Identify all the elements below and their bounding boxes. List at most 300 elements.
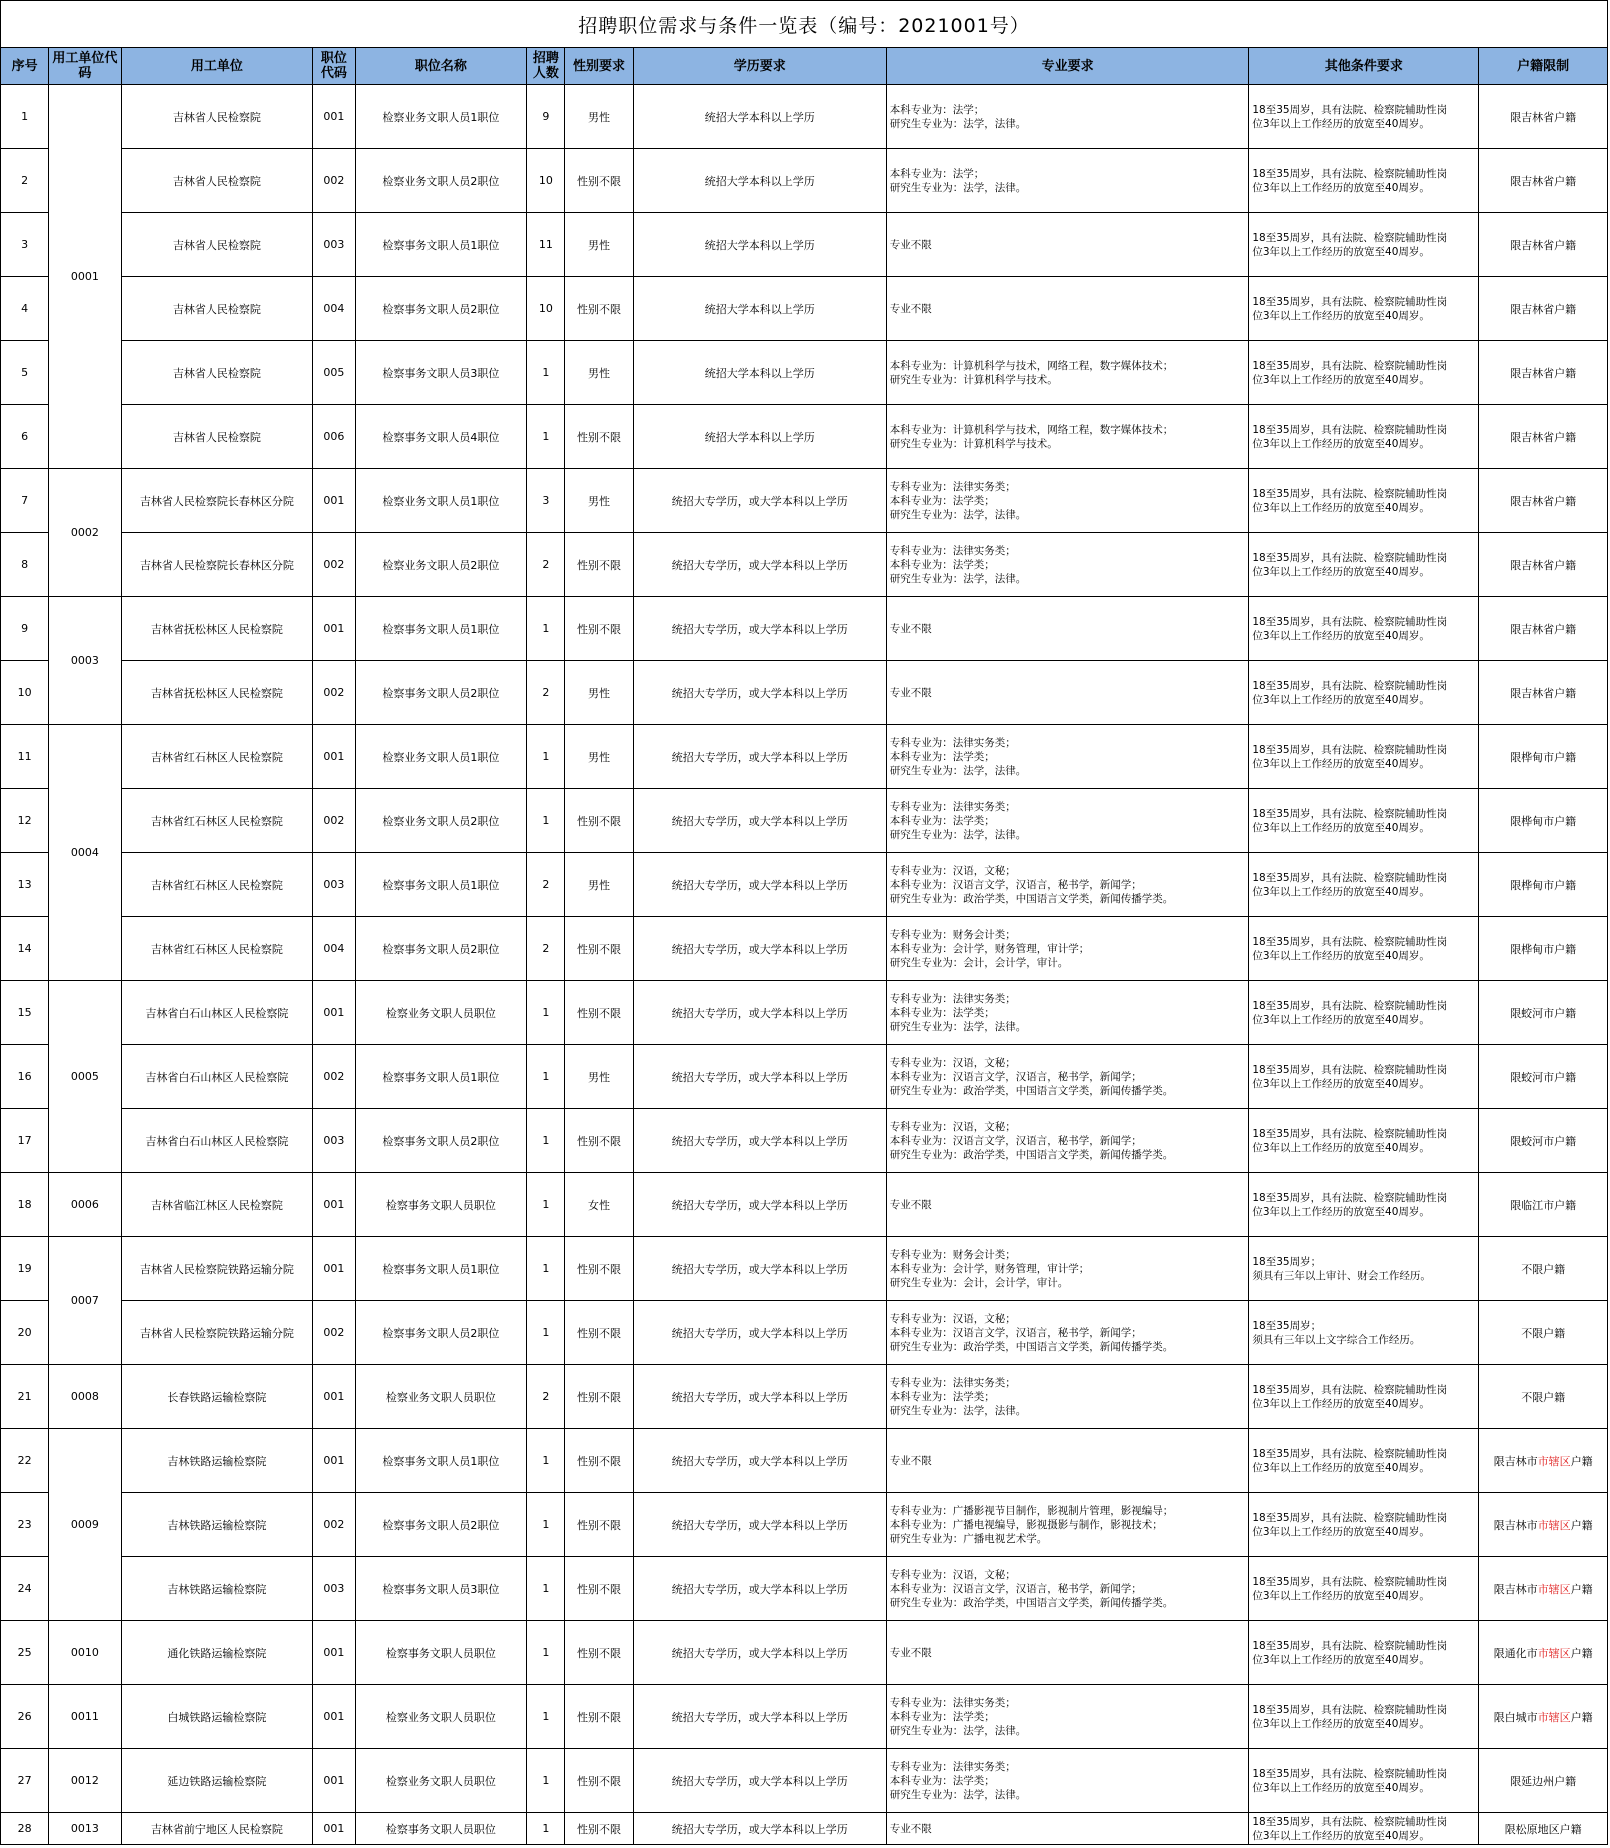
major-cell[interactable] — [886, 469, 1249, 533]
unit-name-cell[interactable]: 吉林铁路运输检察院 — [121, 1429, 313, 1493]
major-cell[interactable] — [886, 1237, 1249, 1301]
other-cell[interactable] — [1249, 1813, 1479, 1845]
gender-cell[interactable]: 性别不限 — [565, 405, 633, 469]
major-cell[interactable] — [886, 1621, 1249, 1685]
headcount-cell[interactable]: 2 — [527, 1365, 565, 1429]
position-name-cell[interactable]: 检察事务文职人员3职位 — [355, 1557, 527, 1621]
header-education[interactable]: 学历要求 — [633, 48, 886, 85]
position-name-cell[interactable]: 检察事务文职人员1职位 — [355, 597, 527, 661]
position-name-cell[interactable]: 检察业务文职人员职位 — [355, 1685, 527, 1749]
education-cell[interactable]: 统招大专学历，或大学本科以上学历 — [633, 1109, 886, 1173]
row-number[interactable]: 23 — [1, 1493, 49, 1557]
headcount-cell[interactable]: 1 — [527, 1045, 565, 1109]
unit-name-cell[interactable]: 吉林铁路运输检察院 — [121, 1493, 313, 1557]
hukou-cell[interactable] — [1479, 213, 1608, 277]
hukou-cell[interactable] — [1479, 1493, 1608, 1557]
major-cell[interactable] — [886, 85, 1249, 149]
hukou-cell[interactable] — [1479, 661, 1608, 725]
row-number[interactable]: 1 — [1, 85, 49, 149]
education-cell[interactable]: 统招大专学历，或大学本科以上学历 — [633, 1045, 886, 1109]
headcount-cell[interactable]: 9 — [527, 85, 565, 149]
header-hukou[interactable]: 户籍限制 — [1479, 48, 1608, 85]
major-cell[interactable] — [886, 597, 1249, 661]
hukou-cell[interactable] — [1479, 1685, 1608, 1749]
headcount-cell[interactable]: 11 — [527, 213, 565, 277]
unit-name-cell[interactable]: 吉林省人民检察院 — [121, 341, 313, 405]
education-cell[interactable]: 统招大专学历，或大学本科以上学历 — [633, 1557, 886, 1621]
header-position-code[interactable]: 职位代码 — [313, 48, 355, 85]
row-number[interactable]: 2 — [1, 149, 49, 213]
position-name-cell[interactable]: 检察业务文职人员1职位 — [355, 725, 527, 789]
headcount-cell[interactable]: 1 — [527, 1237, 565, 1301]
gender-cell[interactable]: 性别不限 — [565, 789, 633, 853]
hukou-cell[interactable] — [1479, 1173, 1608, 1237]
gender-cell[interactable]: 性别不限 — [565, 149, 633, 213]
hukou-cell[interactable] — [1479, 853, 1608, 917]
unit-name-cell[interactable]: 吉林省红石林区人民检察院 — [121, 725, 313, 789]
major-cell[interactable] — [886, 1493, 1249, 1557]
other-cell[interactable] — [1249, 597, 1479, 661]
headcount-cell[interactable]: 1 — [527, 1301, 565, 1365]
unit-name-cell[interactable]: 吉林省临江林区人民检察院 — [121, 1173, 313, 1237]
unit-code-cell[interactable]: 0005 — [49, 981, 121, 1173]
headcount-cell[interactable]: 10 — [527, 149, 565, 213]
position-code-cell[interactable]: 006 — [313, 405, 355, 469]
education-cell[interactable]: 统招大专学历，或大学本科以上学历 — [633, 789, 886, 853]
position-name-cell[interactable]: 检察事务文职人员1职位 — [355, 1045, 527, 1109]
education-cell[interactable]: 统招大专学历，或大学本科以上学历 — [633, 661, 886, 725]
unit-name-cell[interactable]: 长春铁路运输检察院 — [121, 1365, 313, 1429]
position-code-cell[interactable]: 003 — [313, 213, 355, 277]
education-cell[interactable]: 统招大专学历，或大学本科以上学历 — [633, 1237, 886, 1301]
education-cell[interactable]: 统招大专学历，或大学本科以上学历 — [633, 533, 886, 597]
other-cell[interactable] — [1249, 213, 1479, 277]
unit-name-cell[interactable]: 吉林省白石山林区人民检察院 — [121, 981, 313, 1045]
position-code-cell[interactable]: 003 — [313, 853, 355, 917]
major-cell[interactable] — [886, 981, 1249, 1045]
headcount-cell[interactable]: 1 — [527, 981, 565, 1045]
hukou-cell[interactable] — [1479, 1621, 1608, 1685]
gender-cell[interactable]: 性别不限 — [565, 981, 633, 1045]
row-number[interactable]: 21 — [1, 1365, 49, 1429]
headcount-cell[interactable]: 2 — [527, 917, 565, 981]
other-cell[interactable] — [1249, 1365, 1479, 1429]
position-code-cell[interactable]: 005 — [313, 341, 355, 405]
major-cell[interactable] — [886, 853, 1249, 917]
major-cell[interactable] — [886, 917, 1249, 981]
header-major[interactable]: 专业要求 — [886, 48, 1249, 85]
other-cell[interactable] — [1249, 1045, 1479, 1109]
position-code-cell[interactable]: 002 — [313, 533, 355, 597]
hukou-cell[interactable] — [1479, 341, 1608, 405]
education-cell[interactable]: 统招大专学历，或大学本科以上学历 — [633, 469, 886, 533]
gender-cell[interactable]: 性别不限 — [565, 1301, 633, 1365]
hukou-cell[interactable] — [1479, 1749, 1608, 1813]
position-code-cell[interactable]: 003 — [313, 1109, 355, 1173]
unit-code-cell[interactable]: 0012 — [49, 1749, 121, 1813]
position-code-cell[interactable]: 001 — [313, 1173, 355, 1237]
row-number[interactable]: 14 — [1, 917, 49, 981]
position-name-cell[interactable]: 检察事务文职人员职位 — [355, 1621, 527, 1685]
headcount-cell[interactable]: 1 — [527, 405, 565, 469]
major-cell[interactable] — [886, 1557, 1249, 1621]
major-cell[interactable] — [886, 1749, 1249, 1813]
unit-name-cell[interactable]: 吉林省白石山林区人民检察院 — [121, 1109, 313, 1173]
gender-cell[interactable]: 男性 — [565, 853, 633, 917]
other-cell[interactable] — [1249, 533, 1479, 597]
unit-name-cell[interactable]: 吉林省人民检察院 — [121, 405, 313, 469]
major-cell[interactable] — [886, 725, 1249, 789]
gender-cell[interactable]: 女性 — [565, 1173, 633, 1237]
major-cell[interactable] — [886, 661, 1249, 725]
position-code-cell[interactable]: 001 — [313, 597, 355, 661]
position-name-cell[interactable]: 检察事务文职人员2职位 — [355, 1493, 527, 1557]
unit-code-cell[interactable]: 0009 — [49, 1429, 121, 1621]
other-cell[interactable] — [1249, 85, 1479, 149]
position-name-cell[interactable]: 检察业务文职人员职位 — [355, 1365, 527, 1429]
unit-name-cell[interactable]: 吉林省白石山林区人民检察院 — [121, 1045, 313, 1109]
position-code-cell[interactable]: 003 — [313, 1557, 355, 1621]
major-cell[interactable] — [886, 213, 1249, 277]
position-code-cell[interactable]: 002 — [313, 149, 355, 213]
row-number[interactable]: 18 — [1, 1173, 49, 1237]
education-cell[interactable]: 统招大专学历，或大学本科以上学历 — [633, 725, 886, 789]
row-number[interactable]: 24 — [1, 1557, 49, 1621]
row-number[interactable]: 17 — [1, 1109, 49, 1173]
position-code-cell[interactable]: 001 — [313, 469, 355, 533]
hukou-cell[interactable] — [1479, 1109, 1608, 1173]
position-code-cell[interactable]: 001 — [313, 725, 355, 789]
education-cell[interactable]: 统招大专学历，或大学本科以上学历 — [633, 1173, 886, 1237]
other-cell[interactable] — [1249, 341, 1479, 405]
other-cell[interactable] — [1249, 405, 1479, 469]
position-name-cell[interactable]: 检察事务文职人员2职位 — [355, 661, 527, 725]
gender-cell[interactable]: 性别不限 — [565, 533, 633, 597]
position-name-cell[interactable]: 检察事务文职人员1职位 — [355, 1429, 527, 1493]
headcount-cell[interactable]: 1 — [527, 1493, 565, 1557]
unit-name-cell[interactable]: 吉林省人民检察院 — [121, 277, 313, 341]
unit-name-cell[interactable]: 吉林省人民检察院 — [121, 149, 313, 213]
major-cell[interactable] — [886, 1109, 1249, 1173]
education-cell[interactable]: 统招大专学历，或大学本科以上学历 — [633, 917, 886, 981]
other-cell[interactable] — [1249, 981, 1479, 1045]
other-cell[interactable] — [1249, 277, 1479, 341]
hukou-cell[interactable] — [1479, 597, 1608, 661]
other-cell[interactable] — [1249, 1429, 1479, 1493]
education-cell[interactable]: 统招大专学历，或大学本科以上学历 — [633, 1365, 886, 1429]
headcount-cell[interactable]: 1 — [527, 1685, 565, 1749]
headcount-cell[interactable]: 1 — [527, 725, 565, 789]
position-name-cell[interactable]: 检察业务文职人员2职位 — [355, 149, 527, 213]
position-code-cell[interactable]: 001 — [313, 1685, 355, 1749]
position-code-cell[interactable]: 001 — [313, 1237, 355, 1301]
hukou-cell[interactable] — [1479, 1045, 1608, 1109]
position-code-cell[interactable]: 004 — [313, 277, 355, 341]
education-cell[interactable]: 统招大专学历，或大学本科以上学历 — [633, 1301, 886, 1365]
unit-name-cell[interactable]: 吉林省人民检察院铁路运输分院 — [121, 1301, 313, 1365]
position-code-cell[interactable]: 001 — [313, 1749, 355, 1813]
education-cell[interactable]: 统招大专学历，或大学本科以上学历 — [633, 981, 886, 1045]
other-cell[interactable] — [1249, 789, 1479, 853]
headcount-cell[interactable]: 1 — [527, 1557, 565, 1621]
row-number[interactable]: 20 — [1, 1301, 49, 1365]
hukou-cell[interactable] — [1479, 277, 1608, 341]
row-number[interactable]: 4 — [1, 277, 49, 341]
hukou-cell[interactable] — [1479, 149, 1608, 213]
major-cell[interactable] — [886, 341, 1249, 405]
unit-code-cell[interactable]: 0011 — [49, 1685, 121, 1749]
position-code-cell[interactable]: 001 — [313, 981, 355, 1045]
gender-cell[interactable]: 男性 — [565, 1045, 633, 1109]
unit-name-cell[interactable]: 吉林省抚松林区人民检察院 — [121, 597, 313, 661]
position-name-cell[interactable]: 检察业务文职人员职位 — [355, 981, 527, 1045]
header-no[interactable]: 序号 — [1, 48, 49, 85]
position-name-cell[interactable]: 检察事务文职人员2职位 — [355, 277, 527, 341]
header-unit-code[interactable]: 用工单位代码 — [49, 48, 121, 85]
hukou-cell[interactable] — [1479, 917, 1608, 981]
position-code-cell[interactable]: 002 — [313, 661, 355, 725]
gender-cell[interactable]: 性别不限 — [565, 1109, 633, 1173]
other-cell[interactable] — [1249, 1237, 1479, 1301]
row-number[interactable]: 12 — [1, 789, 49, 853]
position-name-cell[interactable]: 检察业务文职人员职位 — [355, 1749, 527, 1813]
unit-name-cell[interactable]: 吉林省人民检察院铁路运输分院 — [121, 1237, 313, 1301]
gender-cell[interactable]: 男性 — [565, 725, 633, 789]
gender-cell[interactable]: 性别不限 — [565, 1749, 633, 1813]
education-cell[interactable]: 统招大学本科以上学历 — [633, 341, 886, 405]
headcount-cell[interactable]: 1 — [527, 1749, 565, 1813]
gender-cell[interactable]: 性别不限 — [565, 1365, 633, 1429]
gender-cell[interactable]: 男性 — [565, 85, 633, 149]
unit-code-cell[interactable]: 0007 — [49, 1237, 121, 1365]
other-cell[interactable] — [1249, 725, 1479, 789]
unit-code-cell[interactable]: 0010 — [49, 1621, 121, 1685]
row-number[interactable]: 16 — [1, 1045, 49, 1109]
gender-cell[interactable]: 男性 — [565, 213, 633, 277]
major-cell[interactable] — [886, 1173, 1249, 1237]
hukou-cell[interactable] — [1479, 1237, 1608, 1301]
education-cell[interactable]: 统招大专学历，或大学本科以上学历 — [633, 1685, 886, 1749]
headcount-cell[interactable]: 1 — [527, 789, 565, 853]
hukou-cell[interactable] — [1479, 1365, 1608, 1429]
row-number[interactable]: 22 — [1, 1429, 49, 1493]
headcount-cell[interactable]: 3 — [527, 469, 565, 533]
position-code-cell[interactable]: 002 — [313, 1493, 355, 1557]
position-name-cell[interactable]: 检察事务文职人员1职位 — [355, 1237, 527, 1301]
unit-name-cell[interactable]: 吉林省人民检察院 — [121, 213, 313, 277]
headcount-cell[interactable]: 2 — [527, 661, 565, 725]
hukou-cell[interactable] — [1479, 1813, 1608, 1845]
row-number[interactable]: 11 — [1, 725, 49, 789]
gender-cell[interactable]: 男性 — [565, 341, 633, 405]
other-cell[interactable] — [1249, 469, 1479, 533]
gender-cell[interactable]: 性别不限 — [565, 277, 633, 341]
other-cell[interactable] — [1249, 1301, 1479, 1365]
position-code-cell[interactable]: 002 — [313, 1301, 355, 1365]
position-name-cell[interactable]: 检察业务文职人员2职位 — [355, 789, 527, 853]
unit-name-cell[interactable]: 延边铁路运输检察院 — [121, 1749, 313, 1813]
position-name-cell[interactable]: 检察业务文职人员2职位 — [355, 533, 527, 597]
gender-cell[interactable]: 性别不限 — [565, 1813, 633, 1845]
education-cell[interactable]: 统招大专学历，或大学本科以上学历 — [633, 1621, 886, 1685]
unit-code-cell[interactable]: 0013 — [49, 1813, 121, 1845]
gender-cell[interactable]: 性别不限 — [565, 1493, 633, 1557]
position-code-cell[interactable]: 001 — [313, 1429, 355, 1493]
major-cell[interactable] — [886, 1685, 1249, 1749]
other-cell[interactable] — [1249, 1493, 1479, 1557]
education-cell[interactable]: 统招大学本科以上学历 — [633, 405, 886, 469]
unit-code-cell[interactable]: 0004 — [49, 725, 121, 981]
position-name-cell[interactable]: 检察事务文职人员职位 — [355, 1173, 527, 1237]
education-cell[interactable]: 统招大专学历，或大学本科以上学历 — [633, 1493, 886, 1557]
major-cell[interactable] — [886, 405, 1249, 469]
row-number[interactable]: 13 — [1, 853, 49, 917]
row-number[interactable]: 10 — [1, 661, 49, 725]
row-number[interactable]: 28 — [1, 1813, 49, 1845]
header-count[interactable]: 招聘人数 — [527, 48, 565, 85]
other-cell[interactable] — [1249, 1685, 1479, 1749]
position-name-cell[interactable]: 检察事务文职人员3职位 — [355, 341, 527, 405]
unit-name-cell[interactable]: 白城铁路运输检察院 — [121, 1685, 313, 1749]
row-number[interactable]: 27 — [1, 1749, 49, 1813]
gender-cell[interactable]: 性别不限 — [565, 597, 633, 661]
hukou-cell[interactable] — [1479, 85, 1608, 149]
major-cell[interactable] — [886, 1045, 1249, 1109]
position-code-cell[interactable]: 002 — [313, 1045, 355, 1109]
position-name-cell[interactable]: 检察事务文职人员职位 — [355, 1813, 527, 1845]
row-number[interactable]: 19 — [1, 1237, 49, 1301]
education-cell[interactable]: 统招大学本科以上学历 — [633, 85, 886, 149]
headcount-cell[interactable]: 1 — [527, 597, 565, 661]
row-number[interactable]: 6 — [1, 405, 49, 469]
other-cell[interactable] — [1249, 1621, 1479, 1685]
headcount-cell[interactable]: 2 — [527, 853, 565, 917]
header-other[interactable]: 其他条件要求 — [1249, 48, 1479, 85]
gender-cell[interactable]: 男性 — [565, 469, 633, 533]
position-code-cell[interactable]: 001 — [313, 85, 355, 149]
row-number[interactable]: 15 — [1, 981, 49, 1045]
row-number[interactable]: 7 — [1, 469, 49, 533]
row-number[interactable]: 25 — [1, 1621, 49, 1685]
gender-cell[interactable]: 性别不限 — [565, 917, 633, 981]
position-name-cell[interactable]: 检察事务文职人员2职位 — [355, 1301, 527, 1365]
headcount-cell[interactable]: 1 — [527, 1109, 565, 1173]
unit-name-cell[interactable]: 吉林省红石林区人民检察院 — [121, 789, 313, 853]
position-name-cell[interactable]: 检察事务文职人员2职位 — [355, 917, 527, 981]
position-code-cell[interactable]: 001 — [313, 1365, 355, 1429]
other-cell[interactable] — [1249, 917, 1479, 981]
major-cell[interactable] — [886, 533, 1249, 597]
header-position-name[interactable]: 职位名称 — [355, 48, 527, 85]
header-unit[interactable]: 用工单位 — [121, 48, 313, 85]
position-name-cell[interactable]: 检察业务文职人员1职位 — [355, 469, 527, 533]
unit-code-cell[interactable]: 0008 — [49, 1365, 121, 1429]
headcount-cell[interactable]: 2 — [527, 533, 565, 597]
header-gender[interactable]: 性别要求 — [565, 48, 633, 85]
position-code-cell[interactable]: 001 — [313, 1621, 355, 1685]
position-name-cell[interactable]: 检察事务文职人员1职位 — [355, 853, 527, 917]
hukou-cell[interactable] — [1479, 533, 1608, 597]
unit-name-cell[interactable]: 吉林省红石林区人民检察院 — [121, 853, 313, 917]
headcount-cell[interactable]: 1 — [527, 1813, 565, 1845]
row-number[interactable]: 5 — [1, 341, 49, 405]
hukou-cell[interactable] — [1479, 1301, 1608, 1365]
position-code-cell[interactable]: 001 — [313, 1813, 355, 1845]
hukou-cell[interactable] — [1479, 1429, 1608, 1493]
unit-code-cell[interactable]: 0001 — [49, 85, 121, 469]
hukou-cell[interactable] — [1479, 789, 1608, 853]
position-name-cell[interactable]: 检察业务文职人员1职位 — [355, 85, 527, 149]
other-cell[interactable] — [1249, 661, 1479, 725]
education-cell[interactable]: 统招大专学历，或大学本科以上学历 — [633, 597, 886, 661]
headcount-cell[interactable]: 1 — [527, 1173, 565, 1237]
gender-cell[interactable]: 性别不限 — [565, 1621, 633, 1685]
major-cell[interactable] — [886, 1301, 1249, 1365]
gender-cell[interactable]: 男性 — [565, 661, 633, 725]
major-cell[interactable] — [886, 149, 1249, 213]
headcount-cell[interactable]: 1 — [527, 1429, 565, 1493]
other-cell[interactable] — [1249, 853, 1479, 917]
other-cell[interactable] — [1249, 1109, 1479, 1173]
education-cell[interactable]: 统招大专学历，或大学本科以上学历 — [633, 853, 886, 917]
hukou-cell[interactable] — [1479, 725, 1608, 789]
unit-name-cell[interactable]: 吉林省人民检察院长春林区分院 — [121, 469, 313, 533]
hukou-cell[interactable] — [1479, 469, 1608, 533]
headcount-cell[interactable]: 10 — [527, 277, 565, 341]
unit-name-cell[interactable]: 吉林省人民检察院 — [121, 85, 313, 149]
position-code-cell[interactable]: 004 — [313, 917, 355, 981]
major-cell[interactable] — [886, 1365, 1249, 1429]
row-number[interactable]: 3 — [1, 213, 49, 277]
education-cell[interactable]: 统招大学本科以上学历 — [633, 213, 886, 277]
other-cell[interactable] — [1249, 1173, 1479, 1237]
headcount-cell[interactable]: 1 — [527, 1621, 565, 1685]
position-code-cell[interactable]: 002 — [313, 789, 355, 853]
position-name-cell[interactable]: 检察事务文职人员4职位 — [355, 405, 527, 469]
other-cell[interactable] — [1249, 1557, 1479, 1621]
major-cell[interactable] — [886, 277, 1249, 341]
major-cell[interactable] — [886, 789, 1249, 853]
hukou-cell[interactable] — [1479, 405, 1608, 469]
hukou-cell[interactable] — [1479, 1557, 1608, 1621]
gender-cell[interactable]: 性别不限 — [565, 1685, 633, 1749]
education-cell[interactable]: 统招大专学历，或大学本科以上学历 — [633, 1429, 886, 1493]
gender-cell[interactable]: 性别不限 — [565, 1557, 633, 1621]
row-number[interactable]: 8 — [1, 533, 49, 597]
major-cell[interactable] — [886, 1813, 1249, 1845]
unit-name-cell[interactable]: 吉林铁路运输检察院 — [121, 1557, 313, 1621]
education-cell[interactable]: 统招大学本科以上学历 — [633, 149, 886, 213]
unit-code-cell[interactable]: 0003 — [49, 597, 121, 725]
education-cell[interactable]: 统招大学本科以上学历 — [633, 277, 886, 341]
headcount-cell[interactable]: 1 — [527, 341, 565, 405]
major-cell[interactable] — [886, 1429, 1249, 1493]
unit-name-cell[interactable]: 吉林省前宁地区人民检察院 — [121, 1813, 313, 1845]
unit-name-cell[interactable]: 吉林省人民检察院长春林区分院 — [121, 533, 313, 597]
unit-name-cell[interactable]: 吉林省抚松林区人民检察院 — [121, 661, 313, 725]
education-cell[interactable]: 统招大专学历，或大学本科以上学历 — [633, 1813, 886, 1845]
row-number[interactable]: 26 — [1, 1685, 49, 1749]
gender-cell[interactable]: 性别不限 — [565, 1429, 633, 1493]
position-name-cell[interactable]: 检察事务文职人员1职位 — [355, 213, 527, 277]
unit-code-cell[interactable]: 0006 — [49, 1173, 121, 1237]
other-cell[interactable] — [1249, 1749, 1479, 1813]
unit-code-cell[interactable]: 0002 — [49, 469, 121, 597]
unit-name-cell[interactable]: 吉林省红石林区人民检察院 — [121, 917, 313, 981]
hukou-cell[interactable] — [1479, 981, 1608, 1045]
other-cell[interactable] — [1249, 149, 1479, 213]
education-cell[interactable]: 统招大专学历，或大学本科以上学历 — [633, 1749, 886, 1813]
